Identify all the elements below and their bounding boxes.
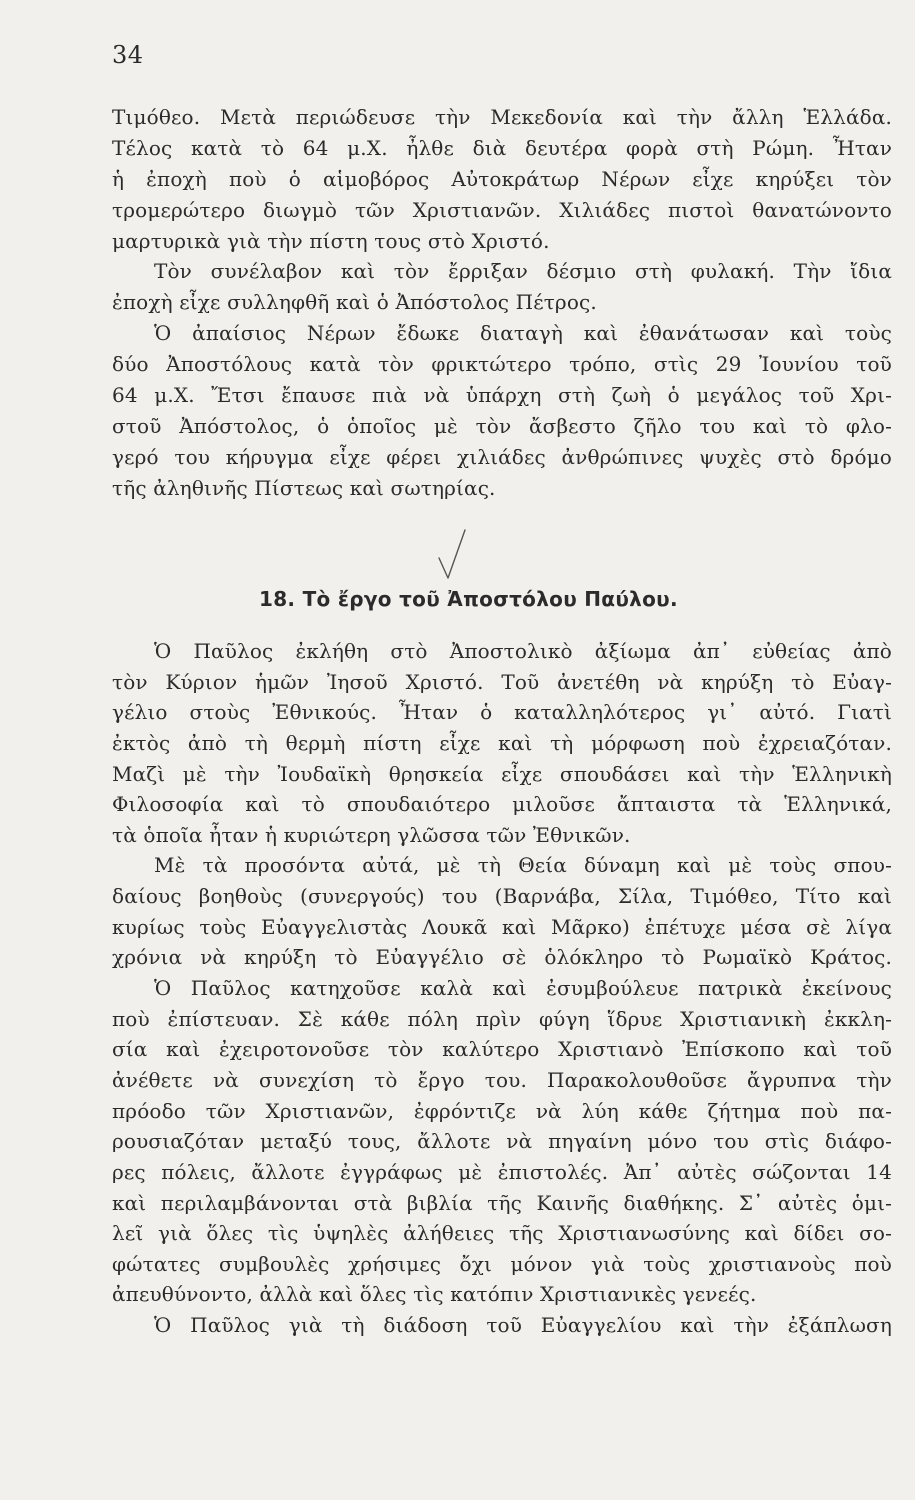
text-line: καὶ περιλαμβάνονται στὰ βιβλία τῆς Καινῆς διαθήκης. Σ᾿ αὐτὲς ὁμι- <box>112 1190 892 1215</box>
text-line: Ὁ Παῦλος ἐκλήθη στὸ Ἀποστολικὸ ἀξίωμα ἀπ᾿ εὐθείας ἀπὸ <box>154 639 892 663</box>
text-line: σία καὶ ἐχειροτονοῦσε τὸν καλύτερο Χριστιανὸ Ἐπίσκοπο καὶ τοῦ <box>112 1037 892 1062</box>
text-line: τρομερώτερο διωγμὸ τῶν Χριστιανῶν. Χιλιάδες πιστοὶ θανατώνοντο <box>112 197 892 222</box>
text-line: ἀνέθετε νὰ συνεχίση τὸ ἔργο του. Παρακολουθοῦσε ἄγρυπνα τὴν <box>112 1067 892 1092</box>
text-line: ρες πόλεις, ἄλλοτε ἐγγράφως μὲ ἐπιστολές. Ἀπ᾿ αὐτὲς σώζονται 14 <box>112 1159 892 1184</box>
page-number: 34 <box>112 41 144 69</box>
text-line: ρουσιαζόταν μεταξύ τους, ἄλλοτε νὰ πηγαίνη μόνο του στὶς διάφο- <box>112 1129 892 1154</box>
text-line: γερό του κήρυγμα εἶχε φέρει χιλιάδες ἀνθρώπινες ψυχὲς στὸ δρόμο <box>112 444 892 469</box>
text-line: 64 μ.Χ. Ἔτσι ἔπαυσε πιὰ νὰ ὑπάρχη στὴ ζωὴ ὁ μεγάλος τοῦ Χρι- <box>112 383 892 408</box>
text-line: τὸν Κύριον ἡμῶν Ἰησοῦ Χριστό. Τοῦ ἀνετέθη νὰ κηρύξη τὸ Εὐαγ- <box>112 669 892 694</box>
text-line: δύο Ἀποστόλους κατὰ τὸν φρικτώτερο τρόπο, στὶς 29 Ἰουνίου τοῦ <box>112 352 892 377</box>
text-line: Φιλοσοφία καὶ τὸ σπουδαιότερο μιλοῦσε ἄπταιστα τὰ Ἑλληνικά, <box>112 792 892 817</box>
body-text-bottom <box>112 636 892 1341</box>
text-line: ἀπευθύνοντο, ἀλλὰ καὶ ὅλες τὶς κατόπιν Χριστιανικὲς γενεές. <box>112 1282 757 1307</box>
text-line: Ὁ Παῦλος γιὰ τὴ διάδοση τοῦ Εὐαγγελίου καὶ τὴν ἐξάπλωση <box>154 1313 892 1338</box>
text-line: μαρτυρικὰ γιὰ τὴν πίστη τους στὸ Χριστό. <box>112 228 550 253</box>
text-line: ποὺ ἐπίστευαν. Σὲ κάθε πόλη πρὶν φύγη ἵδρυε Χριστιανικὴ ἐκκλη- <box>112 1006 892 1031</box>
text-line: ἐποχὴ εἶχε συλληφθῆ καὶ ὁ Ἀπόστολος Πέτρος. <box>112 290 597 315</box>
text-line: Ὁ ἀπαίσιος Νέρων ἔδωκε διαταγὴ καὶ ἐθανάτωσαν καὶ τοὺς <box>154 321 892 346</box>
text-line: τὰ ὁποῖα ἦταν ἡ κυριώτερη γλῶσσα τῶν Ἐθνικῶν. <box>112 822 631 847</box>
pencil-check-mark <box>437 528 467 584</box>
text-line: Τὸν συνέλαβον καὶ τὸν ἔρριξαν δέσμιο στὴ φυλακή. Τὴν ἴδια <box>154 259 892 284</box>
body-text-top <box>112 102 892 504</box>
text-line: ἡ ἐποχὴ ποὺ ὁ αἱμοβόρος Αὐτοκράτωρ Νέρων εἶχε κηρύξει τὸν <box>112 166 892 191</box>
section-heading: 18. Τὸ ἔργο τοῦ Ἀποστόλου Παύλου. <box>259 587 678 611</box>
text-line: φώτατες συμβουλὲς χρήσιμες ὄχι μόνον γιὰ τοὺς χριστιανοὺς ποὺ <box>112 1251 892 1276</box>
text-line: χρόνια νὰ κηρύξη τὸ Εὐαγγέλιο σὲ ὁλόκληρο τὸ Ρωμαϊκὸ Κράτος. <box>112 945 892 970</box>
text-line: ἐκτὸς ἀπὸ τὴ θερμὴ πίστη εἶχε καὶ τὴ μόρφωση ποὺ ἐχρειαζόταν. <box>112 730 892 755</box>
text-line: γέλιο στοὺς Ἐθνικούς. Ἦταν ὁ καταλληλότερος γι᾿ αὐτό. Γιατὶ <box>112 700 892 725</box>
text-line: Μαζὶ μὲ τὴν Ἰουδαϊκὴ θρησκεία εἶχε σπουδάσει καὶ τὴν Ἑλληνικὴ <box>112 761 892 786</box>
text-line: Τιμόθεο. Μετὰ περιώδευσε τὴν Μεκεδονία καὶ τὴν ἄλλη Ἑλλάδα. <box>112 105 892 129</box>
text-line: στοῦ Ἀπόστολος, ὁ ὁποῖος μὲ τὸν ἄσβεστο ζῆλο του καὶ τὸ φλο- <box>112 413 892 438</box>
text-line: Τέλος κατὰ τὸ 64 μ.Χ. ἦλθε διὰ δευτέρα φορὰ στὴ Ρώμη. Ἦταν <box>112 135 892 160</box>
text-line: λεῖ γιὰ ὅλες τὶς ὑψηλὲς ἀλήθειες τῆς Χριστιανωσύνης καὶ δίδει σο- <box>112 1221 892 1246</box>
text-line: κυρίως τοὺς Εὐαγγελιστὰς Λουκᾶ καὶ Μᾶρκο) ἐπέτυχε μέσα σὲ λίγα <box>112 914 892 939</box>
text-line: πρόοδο τῶν Χριστιανῶν, ἐφρόντιζε νὰ λύη κάθε ζήτημα ποὺ πα- <box>112 1098 892 1123</box>
text-line: δαίους βοηθοὺς (συνεργούς) του (Βαρνάβα, Σίλα, Τιμόθεο, Τίτο καὶ <box>112 884 892 909</box>
text-line: Μὲ τὰ προσόντα αὐτά, μὲ τὴ Θεία δύναμη καὶ μὲ τοὺς σπου- <box>154 853 892 878</box>
text-line: τῆς ἀληθινῆς Πίστεως καὶ σωτηρίας. <box>112 475 496 500</box>
text-line: Ὁ Παῦλος κατηχοῦσε καλὰ καὶ ἐσυμβούλευε πατρικὰ ἐκείνους <box>154 976 892 1001</box>
